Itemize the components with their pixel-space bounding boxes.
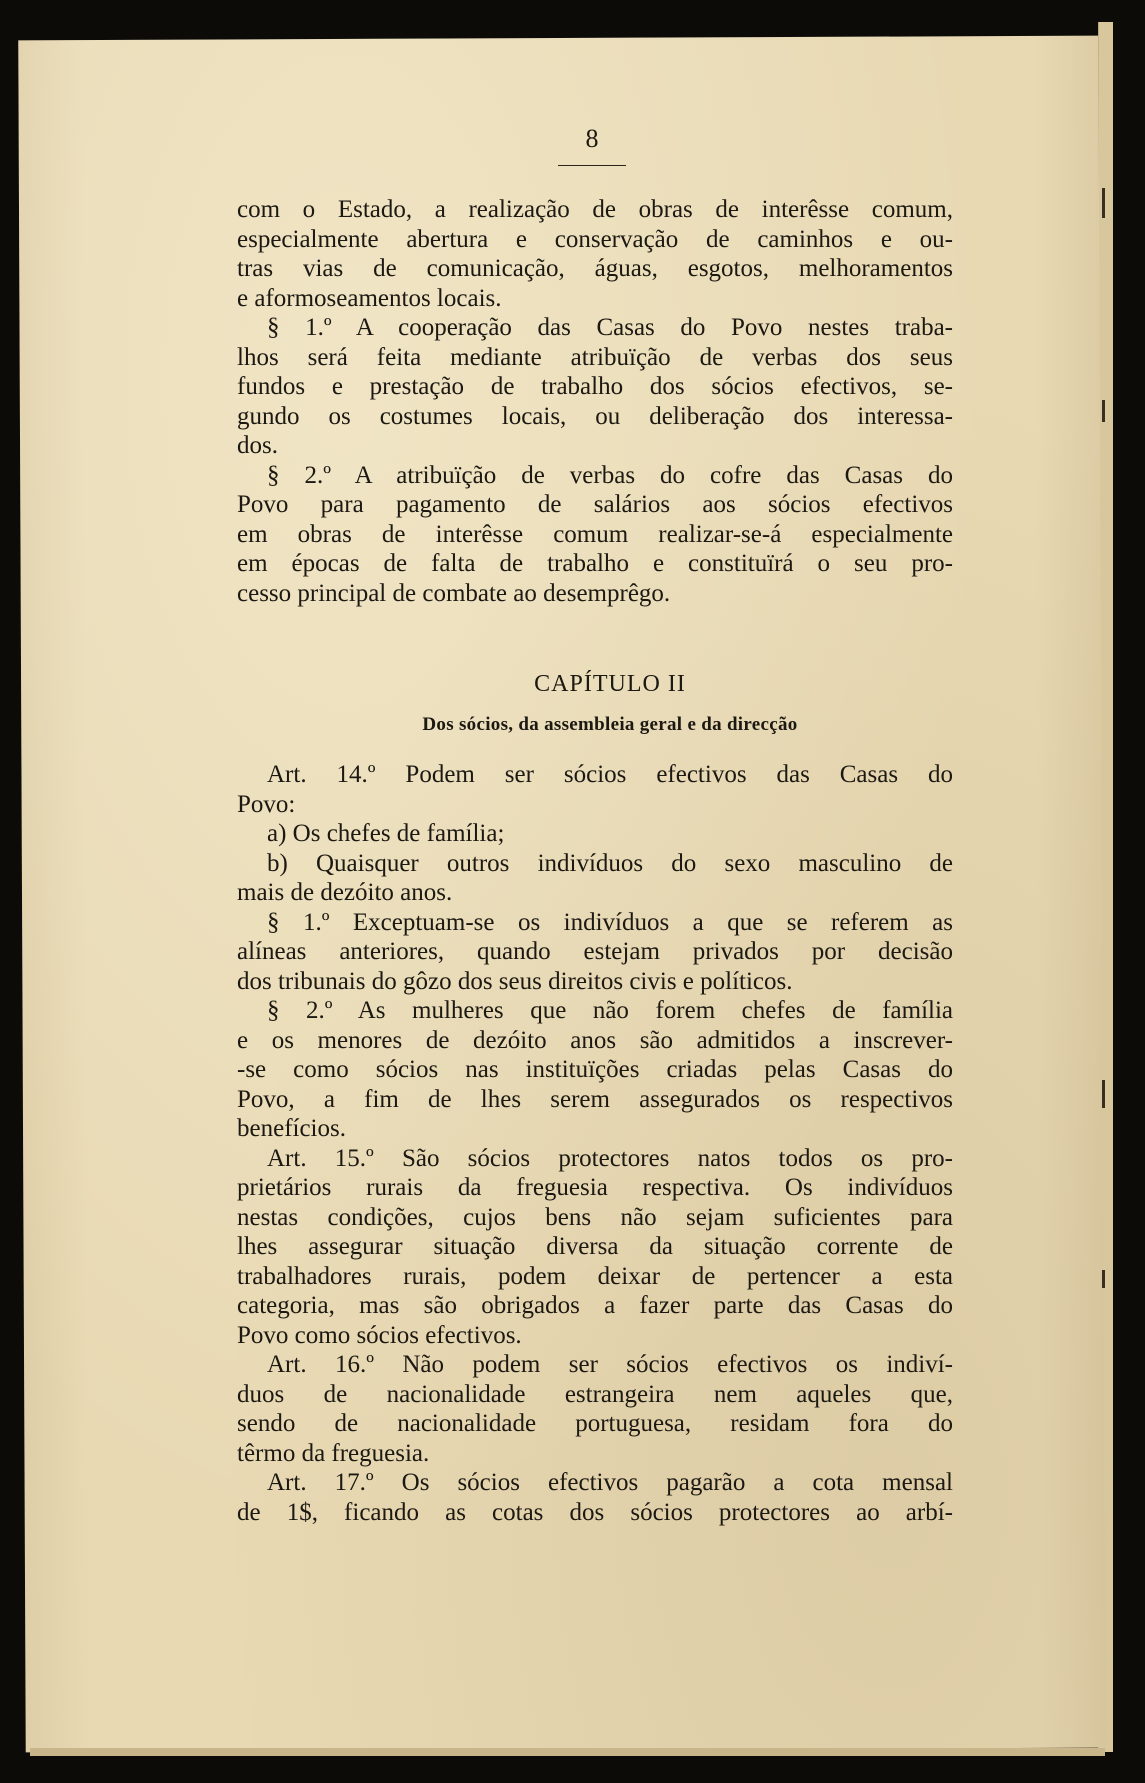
article (237, 760, 953, 819)
text-line: gundo os costumes locais, ou deliberação dos interessa- (237, 402, 953, 430)
article (237, 908, 953, 997)
text-line: Art. 15.º São sócios protectores natos todos os pro- (267, 1144, 953, 1172)
article (237, 1144, 953, 1351)
text-line: nestas condições, cujos bens não sejam suficientes para (237, 1203, 953, 1231)
text-line: de 1$, ficando as cotas dos sócios protectores ao arbí- (237, 1498, 953, 1526)
article (237, 1350, 953, 1468)
page-number-rule (558, 165, 626, 166)
text-line: com o Estado, a realização de obras de interêsse comum, (237, 196, 953, 223)
text-line: -se como sócios nas instituïções criadas pelas Casas do (237, 1056, 953, 1083)
text-line: dos. (237, 432, 278, 459)
binding-mark (1102, 1080, 1105, 1108)
chapter-subtitle: Dos sócios, da assembleia geral e da direcção (422, 714, 798, 735)
text-line: dos tribunais do gôzo dos seus direitos civis e políticos. (237, 967, 793, 995)
page-edge-bottom (30, 1748, 1105, 1756)
text-line: lhes assegurar situação diversa da situação corrente de (237, 1233, 953, 1260)
text-line: lhos será feita mediante atribuïção de verbas dos seus (237, 343, 953, 371)
text-line: Art. 14.º Podem ser sócios efectivos das Casas do (267, 761, 953, 788)
text-line: Povo: (237, 790, 296, 818)
page-number: 8 (585, 124, 599, 153)
text-line: § 1.º A cooperação das Casas do Povo nestes traba- (267, 314, 953, 341)
body-text (237, 195, 953, 1527)
text-line: especialmente abertura e conservação de caminhos e ou- (237, 225, 953, 253)
article (237, 819, 953, 849)
text-line: Art. 17.º Os sócios efectivos pagarão a cota mensal (267, 1469, 953, 1496)
text-line: b) Quaisquer outros indivíduos do sexo masculino de (267, 849, 953, 877)
text-line: em épocas de falta de trabalho e constituïrá o seu pro- (237, 550, 953, 577)
paragraph (237, 461, 953, 609)
binding-mark (1102, 400, 1105, 422)
article (237, 1468, 953, 1527)
text-line: sendo de nacionalidade portuguesa, residam fora do (237, 1410, 953, 1437)
text-line: cesso principal de combate ao desemprêgo. (237, 579, 671, 607)
text-line: alíneas anteriores, quando estejam privados por decisão (237, 938, 953, 965)
chapter-spacer (237, 608, 953, 670)
chapter-title: CAPÍTULO II (534, 671, 686, 697)
text-line: fundos e prestação de trabalho dos sócios efectivos, se- (237, 373, 953, 400)
text-line: § 1.º Exceptuam-se os indivíduos a que se referem as (267, 908, 953, 936)
text-line: Povo, a fim de lhes serem assegurados os respectivos (237, 1085, 953, 1113)
binding-mark (1102, 1270, 1105, 1288)
text-line: Povo como sócios efectivos. (237, 1321, 522, 1349)
text-line: § 2.º A atribuïção de verbas do cofre das Casas do (267, 461, 953, 489)
text-line: prietários rurais da freguesia respectiva. Os indivíduos (237, 1174, 953, 1201)
article (237, 996, 953, 1144)
text-line: benefícios. (237, 1115, 346, 1142)
binding-mark (1102, 188, 1105, 218)
text-line: Art. 16.º Não podem ser sócios efectivos os indiví- (267, 1351, 953, 1378)
subtitle-spacer (237, 742, 953, 760)
text-line: e aformoseamentos locais. (237, 284, 502, 312)
text-line: e os menores de dezóito anos são admitidos a inscrever- (237, 1026, 953, 1054)
text-line: tras vias de comunicação, águas, esgotos, melhoramentos (237, 255, 953, 282)
text-line: Povo para pagamento de salários aos sócios efectivos (237, 491, 953, 518)
text-line: têrmo da freguesia. (237, 1439, 430, 1467)
text-line: a) Os chefes de família; (267, 820, 505, 847)
paragraph (237, 195, 953, 313)
text-line: categoria, mas são obrigados a fazer parte das Casas do (237, 1292, 953, 1319)
text-line: mais de dezóito anos. (237, 879, 453, 906)
text-line: trabalhadores rurais, podem deixar de pertencer a esta (237, 1262, 953, 1290)
text-line: § 2.º As mulheres que não forem chefes de família (267, 997, 953, 1024)
text-line: duos de nacionalidade estrangeira nem aqueles que, (237, 1380, 953, 1408)
article (237, 849, 953, 908)
text-line: em obras de interêsse comum realizar-se-á especialmente (237, 520, 953, 548)
paragraph (237, 313, 953, 461)
